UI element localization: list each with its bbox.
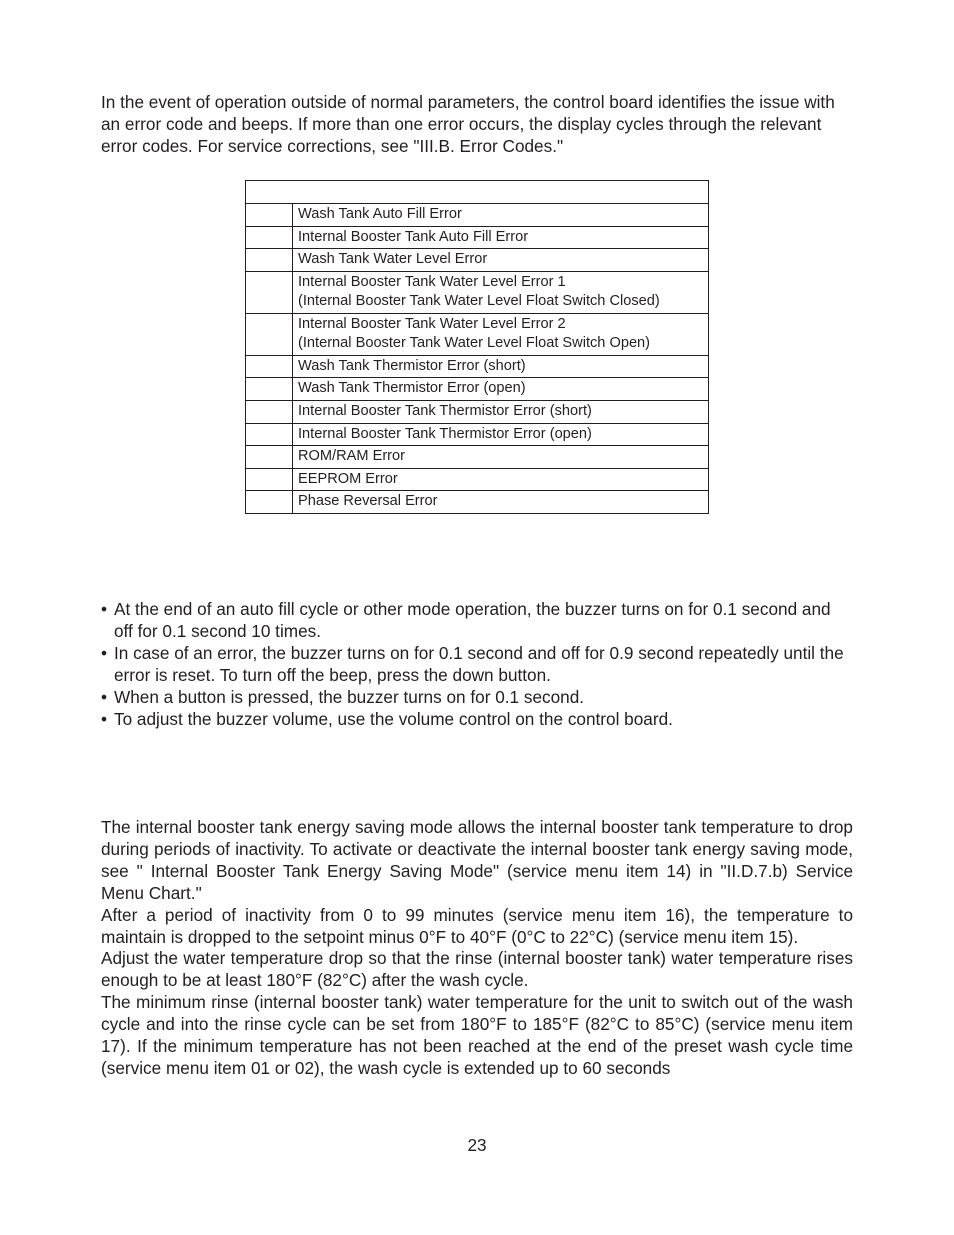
table-row bbox=[246, 355, 709, 378]
table-row bbox=[246, 204, 709, 227]
error-description-cell: Wash Tank Auto Fill Error bbox=[293, 204, 709, 227]
list-item bbox=[101, 687, 853, 709]
table-row bbox=[246, 491, 709, 514]
error-description-cell: Wash Tank Water Level Error bbox=[293, 249, 709, 272]
bullet-text: When a button is pressed, the buzzer turns on for 0.1 second. bbox=[114, 686, 585, 707]
table-row bbox=[246, 249, 709, 272]
table-header-row bbox=[246, 181, 709, 204]
error-code-cell bbox=[246, 400, 293, 423]
energy-paragraph: The minimum rinse (internal booster tank) water temperature for the unit to switch out of the wash cycle and into the rinse cycle can be set from 180°F to 185°F (82°C to 85°C) (service menu item 17). If the minimum temperature has not been reached at the end of the preset wash cycle time (service menu item 01 or 02), the wash cycle is extended up to 60 seconds bbox=[101, 992, 853, 1078]
bullet-symbol: • bbox=[101, 686, 108, 707]
table-row bbox=[246, 378, 709, 401]
error-code-table bbox=[245, 180, 709, 514]
energy-paragraph: The internal booster tank energy saving mode allows the internal booster tank temperature to drop during periods of inactivity. To activate or deactivate the internal booster tank energy saving mode, see " Internal Booster Tank Energy Saving Mode" (service menu item 14) in "II.D.7.b) Service Menu Chart." bbox=[101, 817, 853, 903]
buzzer-bullet-list bbox=[101, 599, 853, 730]
error-description-cell: Internal Booster Tank Water Level Error 1 (Internal Booster Tank Water Level Float Switch Closed) bbox=[293, 271, 709, 313]
energy-saving-section bbox=[101, 817, 853, 1080]
bullet-symbol: • bbox=[101, 642, 108, 663]
bullet-symbol: • bbox=[101, 708, 108, 729]
bullet-text: In case of an error, the buzzer turns on for 0.1 second and off for 0.9 second repeatedly until the error is reset. To turn off the beep, press the down button. bbox=[114, 642, 844, 685]
error-description-cell: Internal Booster Tank Auto Fill Error bbox=[293, 226, 709, 249]
table-header-cell bbox=[246, 181, 709, 204]
error-code-cell bbox=[246, 226, 293, 249]
error-description-cell: Internal Booster Tank Thermistor Error (short) bbox=[293, 400, 709, 423]
table-row bbox=[246, 271, 709, 313]
error-code-cell bbox=[246, 468, 293, 491]
error-description-cell: ROM/RAM Error bbox=[293, 446, 709, 469]
error-code-cell bbox=[246, 249, 293, 272]
error-code-cell bbox=[246, 313, 293, 355]
error-code-cell bbox=[246, 271, 293, 313]
bullet-symbol: • bbox=[101, 599, 108, 619]
table-row bbox=[246, 226, 709, 249]
table-row bbox=[246, 423, 709, 446]
energy-paragraph: After a period of inactivity from 0 to 99 minutes (service menu item 16), the temperature to maintain is dropped to the setpoint minus 0°F to 40°F (0°C to 22°C) (service menu item 15). bbox=[101, 904, 853, 947]
error-description-cell: Wash Tank Thermistor Error (short) bbox=[293, 355, 709, 378]
error-code-cell bbox=[246, 355, 293, 378]
error-description-cell: EEPROM Error bbox=[293, 468, 709, 491]
energy-paragraph: Adjust the water temperature drop so that the rinse (internal booster tank) water temperature rises enough to be at least 180°F (82°C) after the wash cycle. bbox=[101, 948, 853, 991]
error-description-cell: Phase Reversal Error bbox=[293, 491, 709, 514]
table-row bbox=[246, 313, 709, 355]
error-description-cell: Internal Booster Tank Water Level Error 2 (Internal Booster Tank Water Level Float Switch Open) bbox=[293, 313, 709, 355]
table-row bbox=[246, 468, 709, 491]
list-item bbox=[101, 709, 853, 731]
error-description-cell: Wash Tank Thermistor Error (open) bbox=[293, 378, 709, 401]
bullet-text: At the end of an auto fill cycle or other mode operation, the buzzer turns on for 0.1 second and off for 0.1 second 10 times. bbox=[114, 599, 831, 641]
intro-paragraph: In the event of operation outside of normal parameters, the control board identifies the issue with an error code and beeps. If more than one error occurs, the display cycles through the relevant error codes. For service corrections, see "III.B. Error Codes." bbox=[101, 92, 835, 156]
table-row bbox=[246, 400, 709, 423]
error-description-cell: Internal Booster Tank Thermistor Error (open) bbox=[293, 423, 709, 446]
bullet-text: To adjust the buzzer volume, use the volume control on the control board. bbox=[114, 708, 673, 729]
list-item bbox=[101, 599, 853, 643]
list-item bbox=[101, 643, 853, 687]
error-code-cell bbox=[246, 446, 293, 469]
error-code-cell bbox=[246, 423, 293, 446]
error-code-cell bbox=[246, 491, 293, 514]
error-code-cell bbox=[246, 378, 293, 401]
table-row bbox=[246, 446, 709, 469]
error-code-cell bbox=[246, 204, 293, 227]
page-number: 23 bbox=[467, 1135, 487, 1155]
